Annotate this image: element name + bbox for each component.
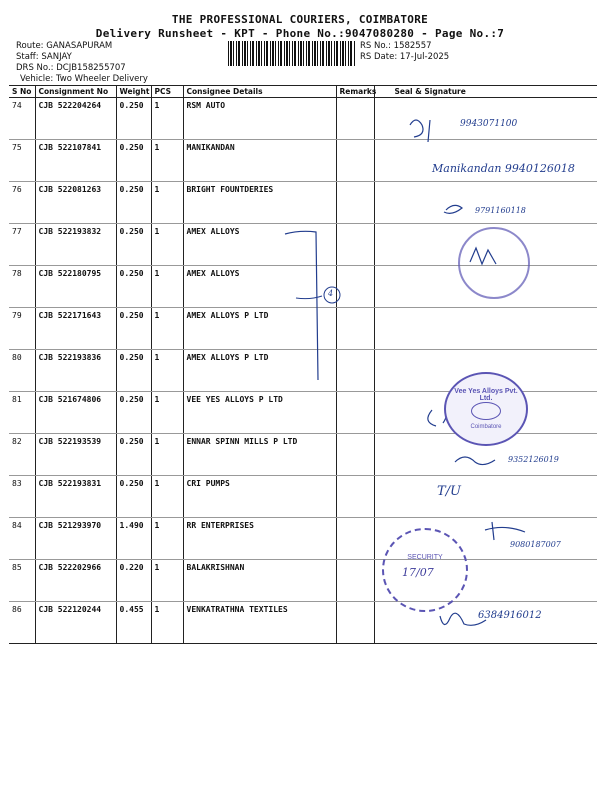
- row-weight: 0.250: [116, 98, 151, 140]
- row-consignee: BRIGHT FOUNTDERIES: [183, 182, 336, 224]
- row-pcs: 1: [151, 308, 183, 350]
- row-sno: 83: [9, 476, 35, 518]
- row-pcs: 1: [151, 518, 183, 560]
- row-weight: 0.250: [116, 308, 151, 350]
- row-consignment: CJB 522193836: [35, 350, 116, 392]
- row-pcs: 1: [151, 98, 183, 140]
- vehicle-label: Vehicle: Two Wheeler Delivery: [20, 74, 148, 84]
- row-sno: 80: [9, 350, 35, 392]
- row-pcs: 1: [151, 140, 183, 182]
- row-consignment: CJB 522107841: [35, 140, 116, 182]
- staff-label: Staff: SANJAY: [16, 52, 72, 62]
- handwritten-phone-76: 9791160118: [475, 206, 526, 215]
- row-consignee: BALAKRISHNAN: [183, 560, 336, 602]
- rs-date: RS Date: 17-Jul-2025: [360, 52, 450, 62]
- row-weight: 0.250: [116, 266, 151, 308]
- row-weight: 0.250: [116, 182, 151, 224]
- security-stamp-label: SECURITY: [407, 554, 443, 561]
- row-sno: 75: [9, 140, 35, 182]
- row-pcs: 1: [151, 350, 183, 392]
- handwritten-phone-84: 9080187007: [510, 540, 561, 549]
- row-sno: 77: [9, 224, 35, 266]
- handwritten-sig-83: T/U: [437, 484, 462, 499]
- row-pcs: 1: [151, 434, 183, 476]
- row-consignment: CJB 522193831: [35, 476, 116, 518]
- drs-number: DRS No.: DCJB158255707: [16, 63, 126, 73]
- vee-yes-stamp: [444, 372, 528, 446]
- ink-sig-74: [410, 120, 430, 142]
- col-consignee: Consignee Details: [183, 86, 336, 98]
- row-consignment: CJB 522193539: [35, 434, 116, 476]
- ink-sig-76: [444, 205, 462, 213]
- ink-bracket-line: [285, 231, 318, 380]
- row-pcs: 1: [151, 602, 183, 644]
- col-pcs: PCS: [151, 86, 183, 98]
- row-weight: 0.250: [116, 434, 151, 476]
- row-consignment: CJB 522081263: [35, 182, 116, 224]
- rs-number: RS No.: 1582557: [360, 41, 432, 51]
- col-remarks: Remarks: [336, 86, 374, 98]
- company-name: THE PROFESSIONAL COURIERS, COIMBATORE: [171, 13, 429, 26]
- row-weight: 0.250: [116, 392, 151, 434]
- row-consignment: CJB 522202966: [35, 560, 116, 602]
- handwritten-phone-82: 9352126019: [508, 455, 559, 464]
- row-pcs: 1: [151, 392, 183, 434]
- row-weight: 0.250: [116, 350, 151, 392]
- row-consignment: CJB 522180795: [35, 266, 116, 308]
- row-weight: 0.220: [116, 560, 151, 602]
- round-stamp: [458, 227, 530, 299]
- row-weight: 0.250: [116, 476, 151, 518]
- security-stamp: [382, 528, 468, 612]
- row-pcs: 1: [151, 560, 183, 602]
- col-seal: Seal & Signature: [374, 86, 597, 98]
- row-weight: 1.490: [116, 518, 151, 560]
- row-consignee: CRI PUMPS: [183, 476, 336, 518]
- row-sno: 74: [9, 98, 35, 140]
- security-stamp-date: 17/07: [402, 566, 434, 579]
- row-weight: 0.455: [116, 602, 151, 644]
- col-consignment: Consignment No: [35, 86, 116, 98]
- row-pcs: 1: [151, 182, 183, 224]
- row-sno: 84: [9, 518, 35, 560]
- row-pcs: 1: [151, 266, 183, 308]
- handwritten-phone-74: 9943071100: [460, 119, 518, 129]
- row-consignee: AMEX ALLOYS: [183, 224, 336, 266]
- row-consignment: CJB 521674806: [35, 392, 116, 434]
- col-sno: S No: [9, 86, 35, 98]
- col-weight: Weight: [116, 86, 151, 98]
- handwritten-mark: 4: [328, 289, 334, 298]
- row-consignment: CJB 522204264: [35, 98, 116, 140]
- row-consignment: CJB 522193832: [35, 224, 116, 266]
- row-consignee: RSM AUTO: [183, 98, 336, 140]
- ink-sig-84: [485, 522, 525, 540]
- row-consignee: VEE YES ALLOYS P LTD: [183, 392, 336, 434]
- row-sno: 78: [9, 266, 35, 308]
- handwritten-phone-86: 6384916012: [478, 610, 542, 621]
- row-sno: 82: [9, 434, 35, 476]
- route-label: Route: GANASAPURAM: [16, 41, 113, 51]
- row-consignee: MANIKANDAN: [183, 140, 336, 182]
- row-weight: 0.250: [116, 224, 151, 266]
- row-pcs: 1: [151, 224, 183, 266]
- row-consignment: CJB 522171643: [35, 308, 116, 350]
- row-sno: 76: [9, 182, 35, 224]
- row-consignee: AMEX ALLOYS: [183, 266, 336, 308]
- row-sno: 79: [9, 308, 35, 350]
- row-sno: 86: [9, 602, 35, 644]
- row-consignee: ENNAR SPINN MILLS P LTD: [183, 434, 336, 476]
- row-consignee: AMEX ALLOYS P LTD: [183, 308, 336, 350]
- handwritten-sig-75: Manikandan 9940126018: [432, 162, 575, 175]
- row-pcs: 1: [151, 476, 183, 518]
- vee-yes-stamp-name: Vee Yes Alloys Pvt. Ltd.: [454, 388, 518, 402]
- ink-bracket-tick: [296, 296, 322, 299]
- row-consignment: CJB 522120244: [35, 602, 116, 644]
- row-consignee: RR ENTERPRISES: [183, 518, 336, 560]
- row-weight: 0.250: [116, 140, 151, 182]
- row-consignee: VENKATRATHNA TEXTILES: [183, 602, 336, 644]
- row-sno: 81: [9, 392, 35, 434]
- vee-yes-logo: [471, 402, 501, 420]
- runsheet-title: Delivery Runsheet - KPT - Phone No.:9047080280 - Page No.:7: [95, 27, 505, 40]
- ink-sig-82: [455, 457, 495, 465]
- row-consignee: AMEX ALLOYS P LTD: [183, 350, 336, 392]
- vee-yes-stamp-city: Coimbatore: [470, 424, 502, 430]
- row-sno: 85: [9, 560, 35, 602]
- row-consignment: CJB 521293970: [35, 518, 116, 560]
